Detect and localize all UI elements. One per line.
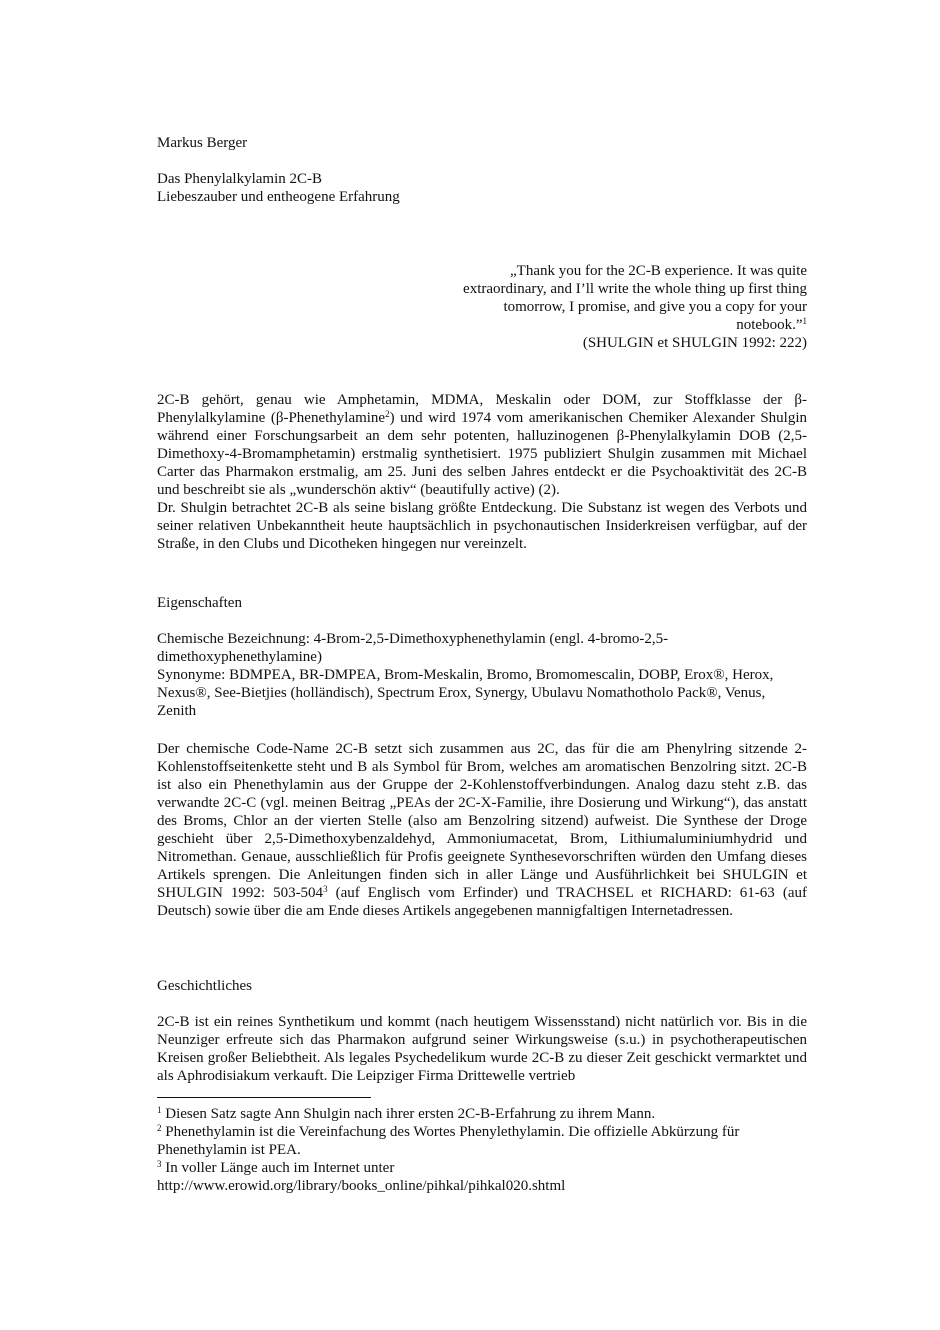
title-line-2: Liebeszauber und entheogene Erfahrung [157,189,400,205]
footnote-3 [157,1159,807,1177]
synonyms: Synonyme: BDMPEA, BR-DMPEA, Brom-Meskalin, Bromo, Bromomescalin, DOBP, Erox®, Herox, Nexus®, See-Bietjies (holländisch), Spectrum Erox, Synergy, Ubulavu Nomathotholo Pack®, Venus, Zenith [157,667,774,719]
intro-paragraph [157,391,807,553]
footnote-ref-3: 3 [323,884,328,894]
title-line-1: Das Phenylalkylamin 2C-B [157,171,322,187]
author-name: Markus Berger [157,135,248,151]
properties-paragraph [157,740,807,920]
intro-text-2: ) und wird 1974 vom amerikanischen Chemiker Alexander Shulgin während einer Forschungsarbeit an dem sehr potenten, halluzinogenen β-Phenylalkylamin DOB (2,5-Dimethoxy-4-Bromamphetamin) erstmalig synthetisiert. 1975 publiziert Shulgin zusammen mit Michael Carter das Pharmakon erstmalig, am 25. Juni des selben Jahres entdeckt er die Psychoaktivität des 2C-B und beschreibt sie als „wunderschön aktiv“ (beautifully active) (2). [157,410,808,498]
footnote-separator [157,1097,371,1098]
article-title [157,170,807,206]
footnote-3-text: In voller Länge auch im Internet unter [161,1160,395,1176]
properties-text-2: (auf Englisch vom Erfinder) und TRACHSEL et RICHARD: 61-63 (auf Deutsch) sowie über die am Ende dieses Artikels angegebenen mannigfaltigen Internetadressen. [157,885,807,919]
intro-text-1: 2C-B gehört, genau wie Amphetamin, MDMA, Meskalin oder DOM, zur Stoffklasse der β-Phenylalkylamine (β-Phenethylamine [157,392,807,426]
footnote-2-number: 2 [157,1123,162,1133]
chemical-name: Chemische Bezeichnung: 4-Brom-2,5-Dimethoxyphenethylamin (engl. 4-bromo-2,5-dimethoxyphenethylamine) [157,631,669,665]
section-heading-history: Geschichtliches [157,978,252,994]
epigraph-citation: (SHULGIN et SHULGIN 1992: 222) [582,335,807,351]
history-text: 2C-B ist ein reines Synthetikum und kommt (nach heutigem Wissensstand) nicht natürlich vor. Bis in die Neunziger erfreute sich das Pharmakon aufgrund seiner Wirkungsweise (s.u.) in psychotherapeutischen Kreisen großer Beliebtheit. Als legales Psychedelikum wurde 2C-B zu dieser Zeit geschickt vermarktet und als Aphrodisiakum verkauft. Die Leipziger Firma Drittewelle vertrieb [157,1014,807,1084]
section-heading-properties: Eigenschaften [157,595,242,611]
footnote-ref-1: 1 [802,316,807,326]
footnote-ref-2: 2 [385,409,390,419]
footnote-1-number: 1 [157,1105,162,1115]
footnotes [157,1105,807,1195]
footnote-3-number: 3 [157,1159,162,1169]
epigraph [440,262,807,352]
footnote-2-text: Phenethylamin ist die Vereinfachung des Wortes Phenylethylamin. Die offizielle Abkürzung für Phenethylamin ist PEA. [157,1124,740,1158]
footnote-1 [157,1105,807,1123]
epigraph-text: „Thank you for the 2C-B experience. It was quite extraordinary, and I’ll write the whole thing up first thing tomorrow, I promise, and give you a copy for your notebook.” [463,263,807,333]
epigraph-quote [440,262,807,334]
properties-text-1: Der chemische Code-Name 2C-B setzt sich zusammen aus 2C, das für die am Phenylring sitzende 2-Kohlenstoffseitenkette steht und B als Symbol für Brom, welches am aromatischen Benzolring sitzt. 2C-B ist also ein Phenethylamin aus der Gruppe der 2-Kohlenstoffverbindungen. Analog dazu steht z.B. das verwandte 2C-C (vgl. meinen Beitrag „PEAs der 2C-X-Familie, ihre Dosierung und Wirkung“), das anstatt des Broms, Chlor an der vierten Stelle (also am Benzolring sitzend) aufweist. Die Synthese der Droge geschieht über 2,5-Dimethoxybenzaldehyd, Ammoniumacetat, Brom, Lithiumaluminiumhydrid und Nitromethan. Genaue, ausschließlich für Profis geeignete Synthesevorschriften würden den Umfang dieses Artikels sprengen. Die Anleitungen finden sich in aller Länge und Ausführlichkeit bei SHULGIN et SHULGIN 1992: 503-504 [157,741,807,901]
footnote-1-text: Diesen Satz sagte Ann Shulgin nach ihrer ersten 2C-B-Erfahrung zu ihrem Mann. [161,1106,656,1122]
footnote-2 [157,1123,807,1159]
history-paragraph [157,1013,807,1085]
footnote-3-url: http://www.erowid.org/library/books_online/pihkal/pihkal020.shtml [157,1178,566,1194]
properties-definitions [157,630,807,720]
intro-text-3: Dr. Shulgin betrachtet 2C-B als seine bislang größte Entdeckung. Die Substanz ist wegen des Verbots und seiner relativen Unbekanntheit heute hauptsächlich in psychonautischen Insiderkreisen verfügbar, auf der Straße, in den Clubs und Dicotheken hingegen nur vereinzelt. [157,500,807,552]
